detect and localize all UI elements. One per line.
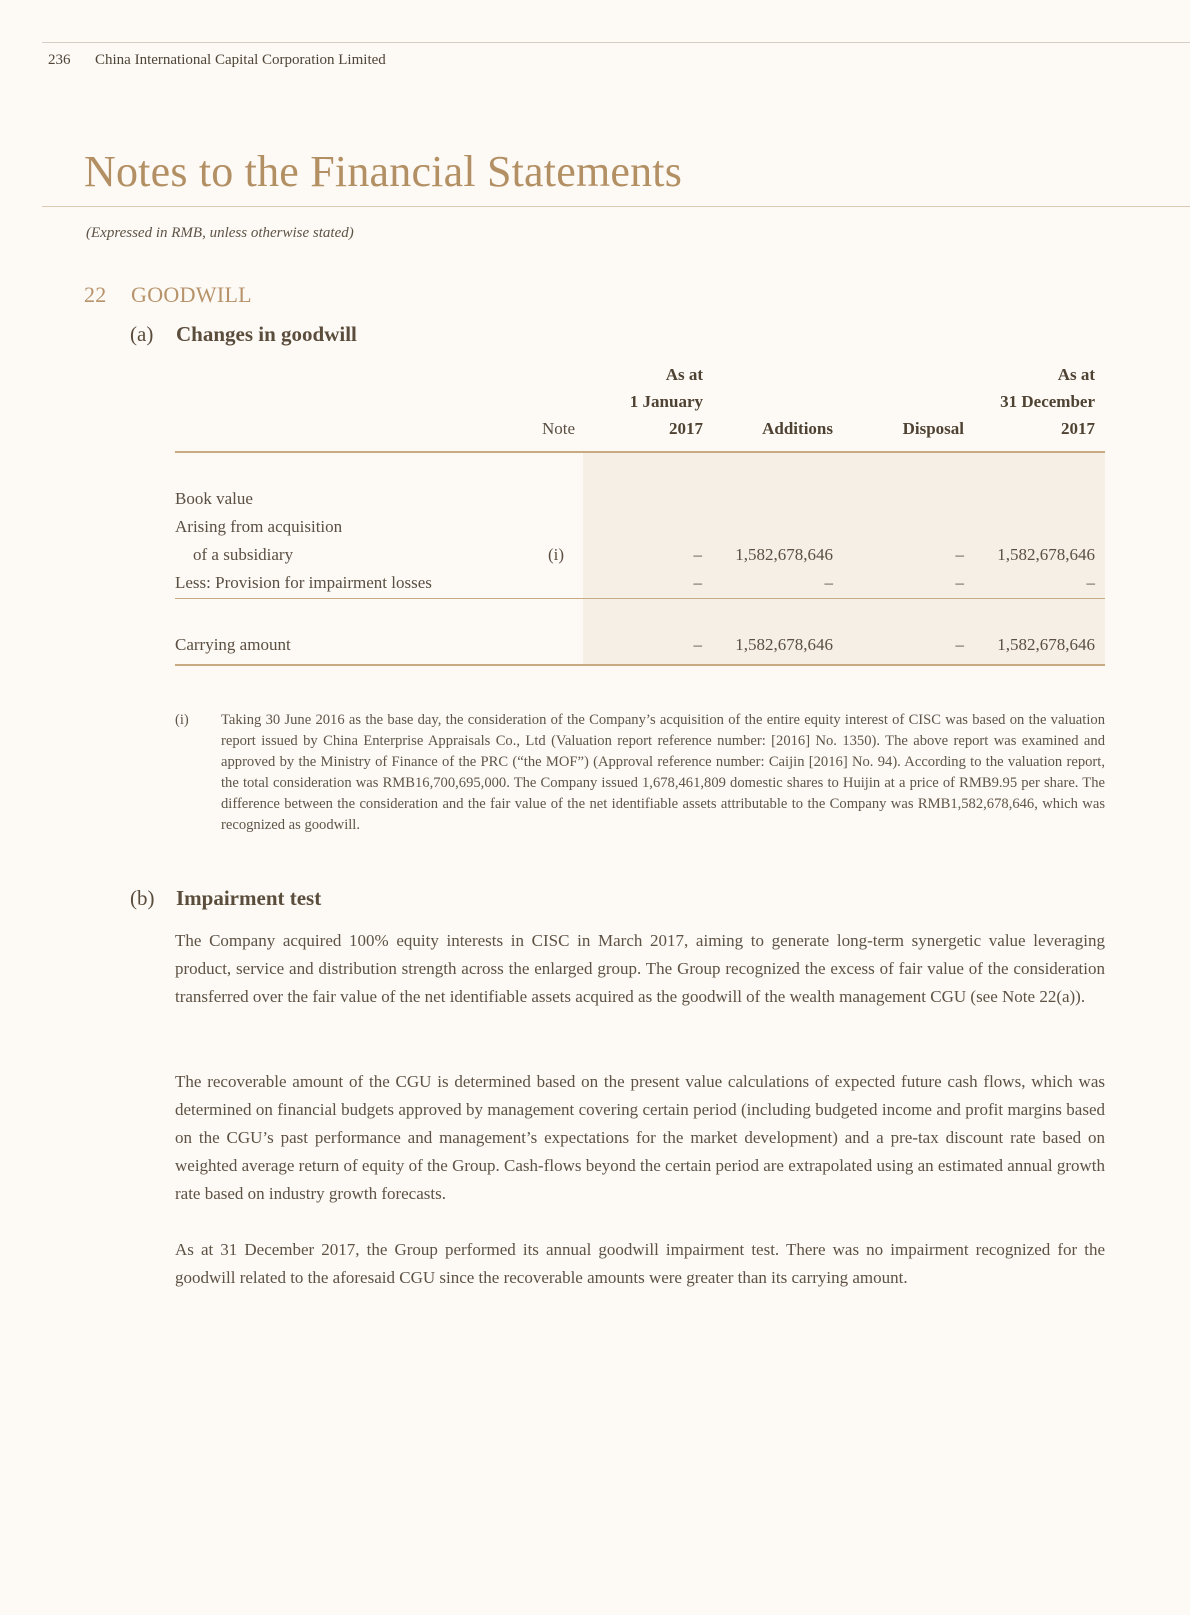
company-name: China International Capital Corporation Limited	[95, 52, 386, 68]
column-header-additions: Additions	[762, 419, 833, 438]
paragraph-recoverable-amount: The recoverable amount of the CGU is determined based on the present value calculations of expected future cash flows, which was determined on financial budgets approved by management covering certain period (including budgeted income and profit margins based on the CGU’s past performance and management’s expectations for the market development) and a pre-tax discount rate based on weighted average return of equity of the Group. Cash-flows beyond the certain period are extrapolated using an estimated annual growth rate based on industry growth forecasts.	[175, 1072, 1105, 1203]
column-header-line: As at	[665, 365, 703, 384]
footnote-i	[175, 710, 1105, 836]
column-header-line: 2017	[1061, 419, 1095, 438]
page-number: 236	[48, 52, 71, 68]
column-header-line: 31 December	[1000, 392, 1095, 411]
cell-closing: 1,582,678,646	[997, 635, 1095, 654]
row-note-ref: (i)	[547, 545, 564, 564]
title-rule	[42, 206, 1190, 207]
column-header-line: 2017	[669, 419, 703, 438]
column-header-note: Note	[541, 419, 575, 438]
subsection-a-heading	[130, 322, 357, 347]
currency-note: (Expressed in RMB, unless otherwise stated)	[86, 225, 354, 241]
subsection-b-title: Impairment test	[176, 886, 322, 910]
row-label-book-value: Book value	[175, 489, 253, 508]
column-header-opening	[560, 361, 703, 442]
column-header-line: As at	[1057, 365, 1095, 384]
total-rule	[175, 664, 1105, 666]
cell-opening: –	[693, 635, 702, 654]
row-label-arising: Arising from acquisition	[175, 517, 343, 536]
row-label-subsidiary: of a subsidiary	[193, 545, 294, 564]
section-title: GOODWILL	[131, 282, 252, 307]
cell-opening: –	[693, 545, 702, 564]
row-label-provision: Less: Provision for impairment losses	[175, 573, 432, 592]
cell-closing: –	[1086, 573, 1095, 592]
subsection-b-label: (b)	[130, 886, 155, 910]
section-heading	[84, 282, 252, 308]
subsection-a-label: (a)	[130, 322, 154, 346]
running-header	[48, 52, 386, 69]
column-header-disposal: Disposal	[902, 419, 964, 438]
footnote-label: (i)	[175, 712, 189, 728]
subtotal-rule	[175, 598, 1105, 599]
paragraph-impairment-result: As at 31 December 2017, the Group performed its annual goodwill impairment test. There was no impairment recognized for the goodwill related to the aforesaid CGU since the recoverable amounts were greater than its carrying amount.	[175, 1240, 1105, 1287]
cell-disposal: –	[955, 573, 964, 592]
column-header-line: 1 January	[629, 392, 703, 411]
cell-additions: 1,582,678,646	[735, 545, 833, 564]
footnote-text: Taking 30 June 2016 as the base day, the consideration of the Company’s acquisition of the entire equity interest of CISC was based on the valuation report issued by China Enterprise Appraisals Co., Ltd (Valuation report reference number: [2016] No. 1350). The above report was examined and approved by the Ministry of Finance of the PRC (“the MOF”) (Approval reference number: Caijin [2016] No. 94). According to the valuation report, the total consideration was RMB16,700,695,000. The Company issued 1,678,461,809 domestic shares to Huijin at a price of RMB9.95 per share. The difference between the consideration and the fair value of the net identifiable assets attributable to the Company was RMB1,582,678,646, which was recognized as goodwill.	[221, 712, 1105, 833]
subsection-a-title: Changes in goodwill	[176, 322, 357, 346]
cell-disposal: –	[955, 545, 964, 564]
header-rule	[175, 451, 1105, 453]
top-rule	[42, 42, 1190, 43]
section-number: 22	[84, 282, 107, 307]
cell-opening: –	[693, 573, 702, 592]
cell-additions: 1,582,678,646	[735, 635, 833, 654]
subsection-b-heading	[130, 886, 321, 911]
cell-additions: –	[824, 573, 833, 592]
cell-closing: 1,582,678,646	[997, 545, 1095, 564]
page-title: Notes to the Financial Statements	[84, 147, 683, 196]
cell-disposal: –	[955, 635, 964, 654]
paragraph-acquisition: The Company acquired 100% equity interests in CISC in March 2017, aiming to generate long-term synergetic value leveraging product, service and distribution strength across the enlarged group. The Group recognized the excess of fair value of the consideration transferred over the fair value of the net identifiable assets acquired as the goodwill of the wealth management CGU (see Note 22(a)).	[175, 931, 1105, 1006]
row-label-carrying-amount: Carrying amount	[175, 635, 291, 654]
